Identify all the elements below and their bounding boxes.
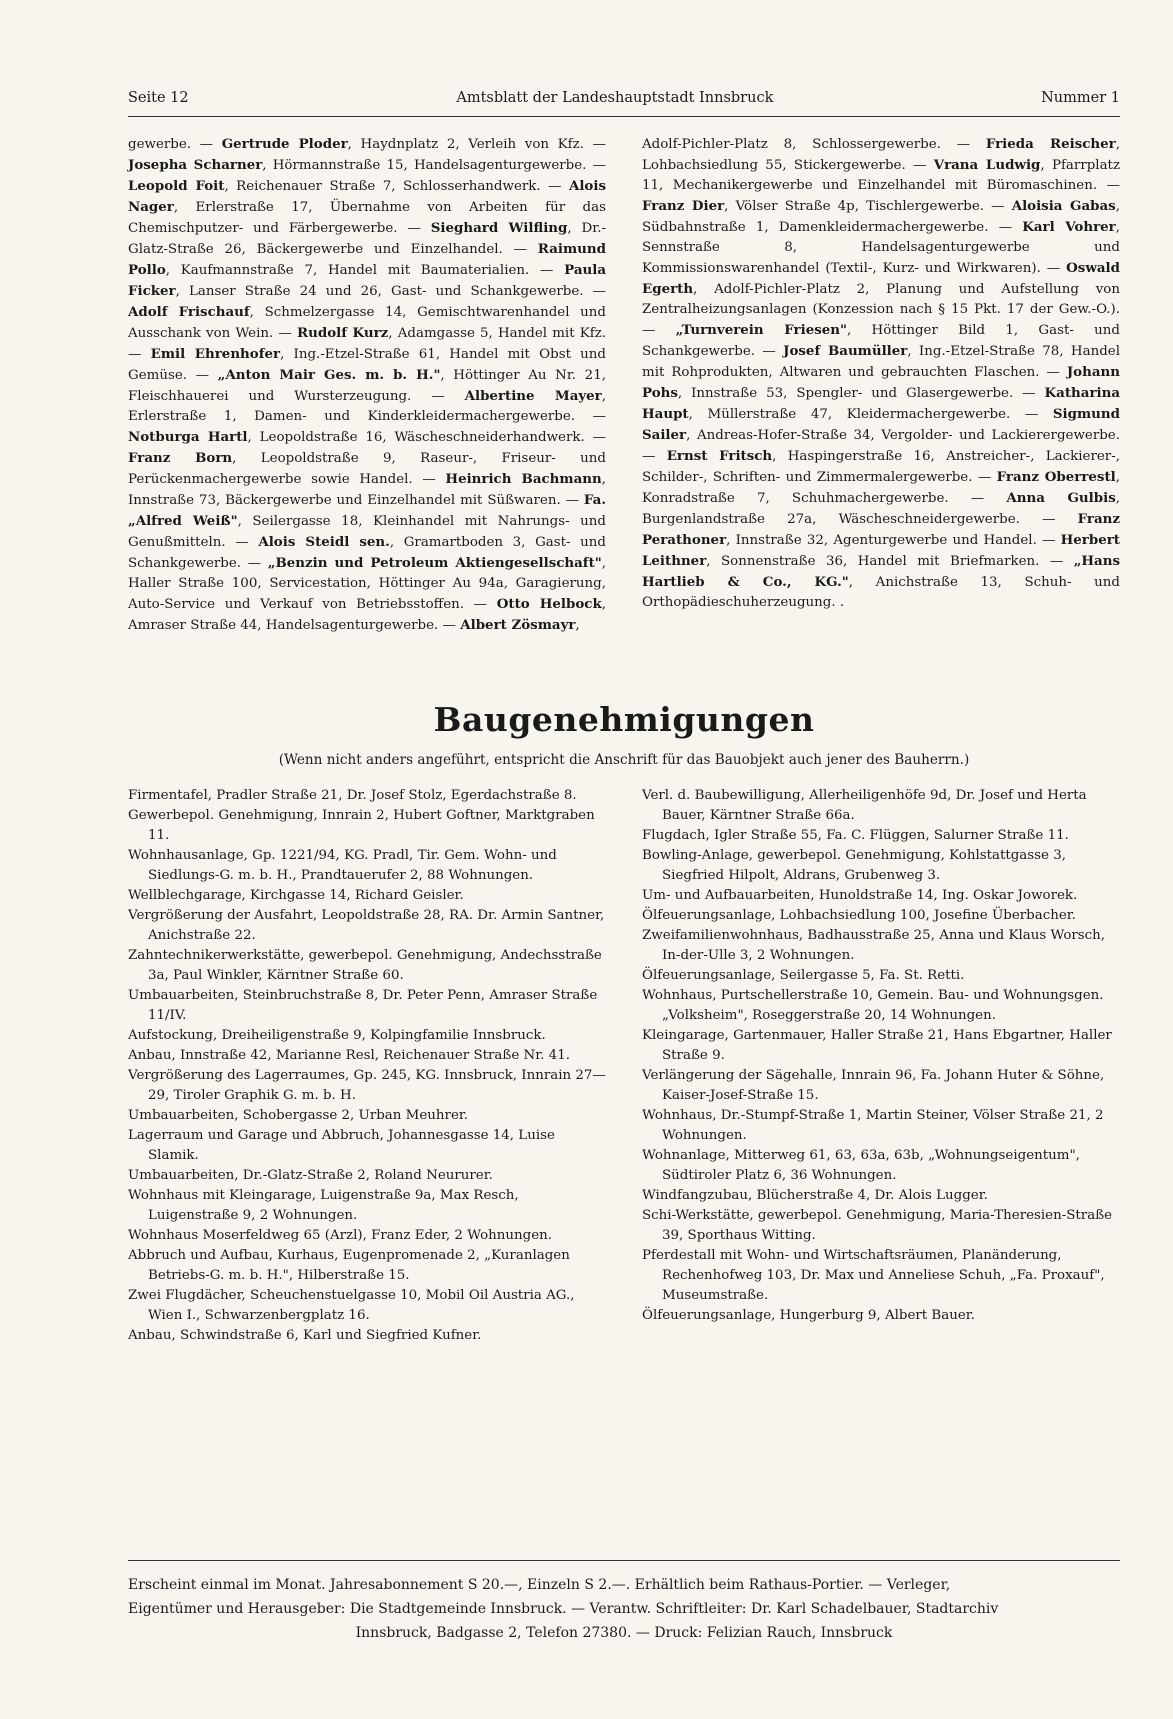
permit-entry: Abbruch und Aufbau, Kurhaus, Eugenpromenade 2, „Kuranlagen Betriebs-G. m. b. H.", Hilberstraße 15. xyxy=(128,1248,570,1283)
permit-entry: Verlängerung der Sägehalle, Innrain 96, Fa. Johann Huter & Söhne, Kaiser-Josef-Straße 15. xyxy=(642,1068,1105,1103)
business-name: Ernst Fritsch xyxy=(666,448,773,464)
permit-entry: Ölfeuerungsanlage, Hungerburg 9, Albert Bauer. xyxy=(642,1308,975,1323)
entry-text: , Adamgasse 5, Handel mit Kfz. — xyxy=(128,326,607,362)
entry-text: , Burgenlandstraße 27a, Wäscheschneidergewerbe. — xyxy=(642,491,1121,527)
business-name: Raimund Pollo xyxy=(128,241,606,278)
imprint-line: Erscheint einmal im Monat. Jahresabonnement S 20.—, Einzeln S 2.—. Erhältlich beim Rathaus-Portier. — Verleger, xyxy=(128,1577,951,1593)
business-name: Oswald Egerth xyxy=(642,260,1120,297)
business-name: Franz Oberrestl xyxy=(996,469,1116,485)
entry-text: Adolf-Pichler-Platz 8, Schlossergewerbe. — xyxy=(642,137,986,152)
page-header xyxy=(128,86,1120,110)
entry-text: , Ing.-Etzel-Straße 61, Handel mit Obst und Gemüse. — xyxy=(128,347,606,383)
entry-text: , Innstraße 73, Bäckergewerbe und Einzelhandel mit Süßwaren. — xyxy=(128,472,606,508)
business-name: Adolf Frischauf xyxy=(128,304,250,320)
permits-left-column xyxy=(128,786,606,1346)
entry-text: , Erlerstraße 1, Damen- und Kinderkleidermachergewerbe. — xyxy=(128,389,606,424)
entry-text: , Dr.-Glatz-Straße 26, Bäckergewerbe und Einzelhandel. — xyxy=(128,221,606,257)
section-title: Baugenehmigungen xyxy=(433,700,815,739)
entry-text: , Reichenauer Straße 7, Schlosserhandwerk. — xyxy=(224,179,569,194)
section-subtitle: (Wenn nicht anders angeführt, entspricht die Anschrift für das Bauobjekt auch jener des Bauherrn.) xyxy=(278,752,970,768)
business-name: Franz Born xyxy=(128,450,233,466)
entry-text: , Konradstraße 7, Schuhmachergewerbe. — xyxy=(642,470,1120,506)
business-name: Josepha Scharner xyxy=(128,157,263,173)
footer-rule xyxy=(128,1560,1120,1561)
entry-text: , Gramartboden 3, Gast- und Schankgewerbe. — xyxy=(128,535,606,571)
building-permits xyxy=(128,786,1120,1346)
business-name: Rudolf Kurz xyxy=(296,325,389,341)
entry-text: , Hörmannstraße 15, Handelsagenturgewerbe. — xyxy=(262,158,606,173)
entry-text: , Sonnenstraße 36, Handel mit Briefmarken. — xyxy=(706,554,1074,569)
business-name: Albertine Mayer xyxy=(464,388,602,404)
business-name: Aloisia Gabas xyxy=(1011,198,1116,214)
business-name: Paula Ficker xyxy=(128,262,606,299)
entry-text: , Erlerstraße 17, Übernahme von Arbeiten für das Chemischputzer- und Färbergewerbe. — xyxy=(128,200,606,236)
entry-text: , Kaufmannstraße 7, Handel mit Baumaterialien. — xyxy=(165,263,565,278)
permit-entry: Ölfeuerungsanlage, Lohbachsiedlung 100, Josefine Überbacher. xyxy=(642,908,1076,923)
entry-text: , Haller Straße 100, Servicestation, Höttinger Au 94a, Garagierung, Auto-Service und Verkauf von Betriebsstoffen. — xyxy=(128,556,606,612)
permit-entry: Umbauarbeiten, Schobergasse 2, Urban Meuhrer. xyxy=(128,1108,469,1123)
entry-text: gewerbe. — xyxy=(128,137,222,152)
entry-text: , Innstraße 32, Agenturgewerbe und Handel. — xyxy=(726,533,1061,548)
business-name: Alois Nager xyxy=(128,178,606,215)
trade-registrations xyxy=(128,134,1120,636)
business-name: Heinrich Bachmann xyxy=(445,471,602,487)
permit-entry: Pferdestall mit Wohn- und Wirtschaftsräumen, Planänderung, Rechenhofweg 103, Dr. Max und Anneliese Schuh, „Fa. Proxauf", Museumstraße. xyxy=(642,1248,1105,1303)
business-name: Gertrude Ploder xyxy=(221,136,348,152)
permit-entry: Verl. d. Baubewilligung, Allerheiligenhöfe 9d, Dr. Josef und Herta Bauer, Kärntner Straße 66a. xyxy=(642,788,1087,823)
business-name: Herbert Leithner xyxy=(642,532,1120,569)
registrations-right-text xyxy=(642,134,1120,613)
registrations-left-column xyxy=(128,134,606,636)
business-name: Fa. „Alfred Weiß" xyxy=(128,492,606,529)
permit-entry: Wohnanlage, Mitterweg 61, 63, 63a, 63b, „Wohnungseigentum", Südtiroler Platz 6, 36 Wohnungen. xyxy=(642,1148,1080,1183)
business-name: Vrana Ludwig xyxy=(933,157,1041,173)
entry-text: , xyxy=(575,618,580,633)
business-name: Alois Steidl sen. xyxy=(258,534,390,550)
permit-entry: Zahntechnikerwerkstätte, gewerbepol. Genehmigung, Andechsstraße 3a, Paul Winkler, Kärntner Straße 60. xyxy=(128,948,602,983)
imprint xyxy=(128,1573,1120,1645)
business-name: Katharina Haupt xyxy=(642,385,1120,422)
permit-entry: Umbauarbeiten, Steinbruchstraße 8, Dr. Peter Penn, Amraser Straße 11/IV. xyxy=(128,988,598,1023)
entry-text: , Amraser Straße 44, Handelsagenturgewerbe. — xyxy=(128,597,606,633)
permit-entry: Wohnhaus mit Kleingarage, Luigenstraße 9a, Max Resch, Luigenstraße 9, 2 Wohnungen. xyxy=(128,1188,519,1223)
entry-text: , Haspingerstraße 16, Anstreicher-, Lackierer-, Schilder-, Schriften- und Zimmermalergewerbe. — xyxy=(642,449,1120,485)
permit-entry: Wohnhaus Moserfeldweg 65 (Arzl), Franz Eder, 2 Wohnungen. xyxy=(128,1228,552,1243)
registrations-right-column xyxy=(642,134,1120,636)
permit-entry: Firmentafel, Pradler Straße 21, Dr. Josef Stolz, Egerdachstraße 8. xyxy=(128,788,577,803)
entry-text: , Höttinger Au Nr. 21, Fleischhauerei und Wursterzeugung. — xyxy=(128,368,606,404)
business-name: Leopold Foit xyxy=(128,178,225,194)
permit-entry: Wohnhaus, Purtschellerstraße 10, Gemein. Bau- und Wohnungsgen. „Volksheim", Roseggerstraße 20, 14 Wohnungen. xyxy=(642,988,1104,1023)
entry-text: , Pfarrplatz 11, Mechanikergewerbe und Einzelhandel mit Büromaschinen. — xyxy=(642,158,1120,193)
permit-entry: Anbau, Schwindstraße 6, Karl und Siegfried Kufner. xyxy=(128,1328,482,1343)
business-name: Johann Pohs xyxy=(642,364,1120,401)
imprint-line: Innsbruck, Badgasse 2, Telefon 27380. — Druck: Felizian Rauch, Innsbruck xyxy=(355,1625,893,1641)
entry-text: , Leopoldstraße 16, Wäscheschneiderhandwerk. — xyxy=(247,430,607,445)
entry-text: , Leopoldstraße 9, Raseur-, Friseur- und Perückenmachergewerbe sowie Handel. — xyxy=(128,451,606,487)
business-name: Josef Baumüller xyxy=(783,343,908,359)
permit-entry: Bowling-Anlage, gewerbepol. Genehmigung, Kohlstattgasse 3, Siegfried Hilpolt, Aldrans, Grubenweg 3. xyxy=(642,848,1066,883)
entry-text: , Adolf-Pichler-Platz 2, Planung und Aufstellung von Zentralheizungsanlagen (Konzession nach § 15 Pkt. 17 der Gew.-O.). — xyxy=(642,282,1120,338)
entry-text: , Völser Straße 4p, Tischlergewerbe. — xyxy=(724,199,1012,214)
permit-entry: Anbau, Innstraße 42, Marianne Resl, Reichenauer Straße Nr. 41. xyxy=(128,1048,570,1063)
business-name: „Turnverein Friesen" xyxy=(675,322,847,338)
business-name: Frieda Reischer xyxy=(985,136,1116,152)
registrations-left-text xyxy=(128,134,606,636)
business-name: „Anton Mair Ges. m. b. H." xyxy=(217,367,441,383)
permit-entry: Vergrößerung der Ausfahrt, Leopoldstraße 28, RA. Dr. Armin Santner, Anichstraße 22. xyxy=(128,908,605,943)
business-name: „Hans Hartlieb & Co., KG." xyxy=(642,553,1120,590)
permit-entry: Windfangzubau, Blücherstraße 4, Dr. Alois Lugger. xyxy=(642,1188,988,1203)
entry-text: , Lanser Straße 24 und 26, Gast- und Schankgewerbe. — xyxy=(175,284,606,299)
entry-text: , Seilergasse 18, Kleinhandel mit Nahrungs- und Genußmitteln. — xyxy=(128,514,606,550)
business-name: Emil Ehrenhofer xyxy=(150,346,281,362)
entry-text: , Innstraße 53, Spengler- und Glasergewerbe. — xyxy=(677,386,1045,401)
entry-text: , Höttinger Bild 1, Gast- und Schankgewerbe. — xyxy=(642,323,1120,359)
business-name: Otto Helbock xyxy=(496,596,602,612)
entry-text: , Haydnplatz 2, Verleih von Kfz. — xyxy=(347,137,606,152)
entry-text: , Müllerstraße 47, Kleidermachergewerbe. — xyxy=(688,407,1053,422)
permit-entry: Umbauarbeiten, Dr.-Glatz-Straße 2, Roland Neururer. xyxy=(128,1168,493,1183)
business-name: Albert Zösmayr xyxy=(460,617,576,633)
permits-right-column xyxy=(642,786,1120,1346)
permit-entry: Gewerbepol. Genehmigung, Innrain 2, Hubert Goftner, Marktgraben 11. xyxy=(128,808,595,843)
business-name: Franz Perathoner xyxy=(642,511,1120,548)
permit-entry: Lagerraum und Garage und Abbruch, Johannesgasse 14, Luise Slamik. xyxy=(128,1128,555,1163)
publication-title: Amtsblatt der Landeshauptstadt Innsbruck xyxy=(456,90,774,106)
business-name: Notburga Hartl xyxy=(128,429,248,445)
permit-entry: Zwei Flugdächer, Scheuchenstuelgasse 10, Mobil Oil Austria AG., Wien I., Schwarzenbergplatz 16. xyxy=(128,1288,575,1323)
business-name: Franz Dier xyxy=(642,198,725,214)
permit-entry: Kleingarage, Gartenmauer, Haller Straße 21, Hans Ebgartner, Haller Straße 9. xyxy=(642,1028,1112,1063)
entry-text: , Südbahnstraße 1, Damenkleidermachergewerbe. — xyxy=(642,199,1120,235)
imprint-line: Eigentümer und Herausgeber: Die Stadtgemeinde Innsbruck. — Verantw. Schriftleiter: Dr. Karl Schadelbauer, Stadtarchiv xyxy=(128,1601,999,1617)
issue-number: Nummer 1 xyxy=(1041,90,1120,106)
entry-text: , Schmelzergasse 14, Gemischtwarenhandel und Ausschank von Wein. — xyxy=(128,305,606,341)
header-rule xyxy=(128,116,1120,117)
page-number: Seite 12 xyxy=(128,90,189,106)
entry-text: , Andreas-Hofer-Straße 34, Vergolder- und Lackierergewerbe. — xyxy=(642,428,1120,464)
business-name: Anna Gulbis xyxy=(1006,490,1116,506)
permit-entry: Um- und Aufbauarbeiten, Hunoldstraße 14, Ing. Oskar Joworek. xyxy=(642,888,1078,903)
business-name: „Benzin und Petroleum Aktiengesellschaft" xyxy=(267,555,602,571)
permit-entry: Aufstockung, Dreiheiligenstraße 9, Kolpingfamilie Innsbruck. xyxy=(128,1028,546,1043)
permit-entry: Schi-Werkstätte, gewerbepol. Genehmigung, Maria-Theresien-Straße 39, Sporthaus Witting. xyxy=(642,1208,1113,1243)
entry-text: , Anichstraße 13, Schuh- und Orthopädieschuherzeugung. . xyxy=(642,575,1120,610)
entry-text: , Ing.-Etzel-Straße 78, Handel mit Rohprodukten, Altwaren und gebrauchten Flaschen. — xyxy=(642,344,1120,380)
permit-entry: Wohnhaus, Dr.-Stumpf-Straße 1, Martin Steiner, Völser Straße 21, 2 Wohnungen. xyxy=(642,1108,1104,1143)
entry-text: , Lohbachsiedlung 55, Stickergewerbe. — xyxy=(642,137,1120,173)
business-name: Sieghard Wilfling xyxy=(430,220,568,236)
permit-entry: Flugdach, Igler Straße 55, Fa. C. Flüggen, Salurner Straße 11. xyxy=(642,828,1069,843)
permit-entry: Wohnhausanlage, Gp. 1221/94, KG. Pradl, Tir. Gem. Wohn- und Siedlungs-G. m. b. H., Prandtauerufer 2, 88 Wohnungen. xyxy=(128,848,557,883)
business-name: Sigmund Sailer xyxy=(642,406,1120,443)
permit-entry: Zweifamilienwohnhaus, Badhausstraße 25, Anna und Klaus Worsch, In-der-Ulle 3, 2 Wohnungen. xyxy=(642,928,1106,963)
business-name: Karl Vohrer xyxy=(1022,219,1116,235)
permit-entry: Ölfeuerungsanlage, Seilergasse 5, Fa. St. Retti. xyxy=(642,968,965,983)
entry-text: , Sennstraße 8, Handelsagenturgewerbe und Kommissionswarenhandel (Textil-, Kurz- und Wirkwaren). — xyxy=(642,220,1120,276)
permit-entry: Wellblechgarage, Kirchgasse 14, Richard Geisler. xyxy=(128,888,464,903)
permit-entry: Vergrößerung des Lagerraumes, Gp. 245, KG. Innsbruck, Innrain 27—29, Tiroler Graphik G. m. b. H. xyxy=(128,1068,606,1103)
